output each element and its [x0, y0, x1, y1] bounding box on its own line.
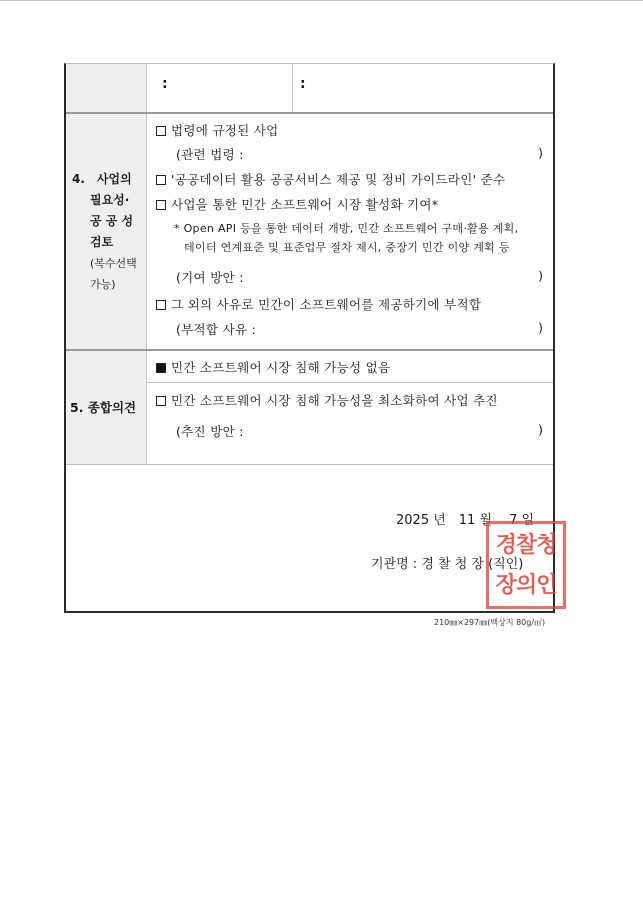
top-row-label-cell [66, 64, 147, 112]
close-paren: ) [538, 422, 543, 437]
section4-label-line: 4. 사업의 [72, 172, 132, 186]
close-paren: ) [538, 268, 543, 283]
checkbox-checked-icon[interactable] [156, 363, 166, 373]
divider-section5 [66, 464, 553, 465]
checkbox-item-legal[interactable] [156, 121, 279, 139]
section4-label-line: 필요성· [90, 193, 130, 207]
option-label: 민간 소프트웨어 시장 침해 가능성 없음 [171, 360, 391, 375]
checkbox-item-market[interactable] [156, 195, 438, 213]
option-label: 민간 소프트웨어 시장 침해 가능성을 최소화하여 사업 추진 [171, 393, 498, 408]
legal-detail-field[interactable]: (관련 법령 : [176, 147, 244, 162]
close-paren: ) [538, 145, 543, 160]
checkbox-item-guideline[interactable] [156, 170, 505, 188]
item-label: 그 외의 사유로 민간이 소프트웨어를 제공하기에 부적합 [171, 297, 482, 312]
section4-label-line: 검토 [90, 235, 114, 249]
footnote-line: 데이터 연계표준 및 표준업무 절차 제시, 중장기 민간 이양 계획 등 [184, 241, 510, 254]
item-label: 법령에 규정된 사업 [171, 123, 279, 138]
official-seal-stamp [486, 521, 566, 609]
section4-label [72, 169, 137, 295]
agency-name: 기관명 : 경 찰 청 장 (직인) [371, 557, 524, 572]
checkbox-empty-icon[interactable] [156, 175, 166, 185]
seal-text-line: 장의인 [495, 573, 557, 598]
checkbox-empty-icon[interactable] [156, 126, 166, 136]
contribution-detail-field[interactable]: (기여 방안 : [176, 270, 244, 285]
top-row-cell1: : [162, 76, 168, 92]
promotion-plan-field[interactable]: (추진 방안 : [176, 424, 244, 439]
item-label: 사업을 통한 민간 소프트웨어 시장 활성화 기여* [171, 197, 439, 212]
section4-label-line: 가능) [90, 278, 116, 291]
option-no-infringement[interactable] [156, 358, 390, 376]
signature-date: 2025 년 11 월 7 일 [396, 513, 535, 528]
checkbox-item-unsuitable[interactable] [156, 295, 481, 313]
checkbox-empty-icon[interactable] [156, 300, 166, 310]
checkbox-empty-icon[interactable] [156, 396, 166, 406]
divider-section5-options [147, 382, 553, 383]
seal-text-line: 경찰청 [495, 533, 557, 558]
page-top-edge [0, 0, 643, 1]
top-row-cell2: : [300, 76, 306, 92]
document-form [64, 63, 555, 613]
item-label: '공공데이터 활용 공공서비스 제공 및 정비 가이드라인' 준수 [171, 172, 506, 187]
unsuitable-reason-field[interactable]: (부적합 사유 : [176, 322, 257, 337]
close-paren: ) [538, 320, 543, 335]
top-row-divider [292, 64, 293, 112]
section4-label-line: (복수선택 [90, 257, 137, 270]
footnote-line: * Open API 등을 통한 데이터 개방, 민간 소프트웨어 구매·활용 계획, [174, 222, 519, 235]
paper-spec-note: 210㎜×297㎜(백상지 80g/㎡) [434, 618, 546, 627]
option-minimize-infringement[interactable] [156, 391, 498, 409]
section5-label: 5. 종합의견 [70, 400, 137, 415]
checkbox-empty-icon[interactable] [156, 200, 166, 210]
section4-label-line: 공 공 성 [90, 214, 134, 228]
